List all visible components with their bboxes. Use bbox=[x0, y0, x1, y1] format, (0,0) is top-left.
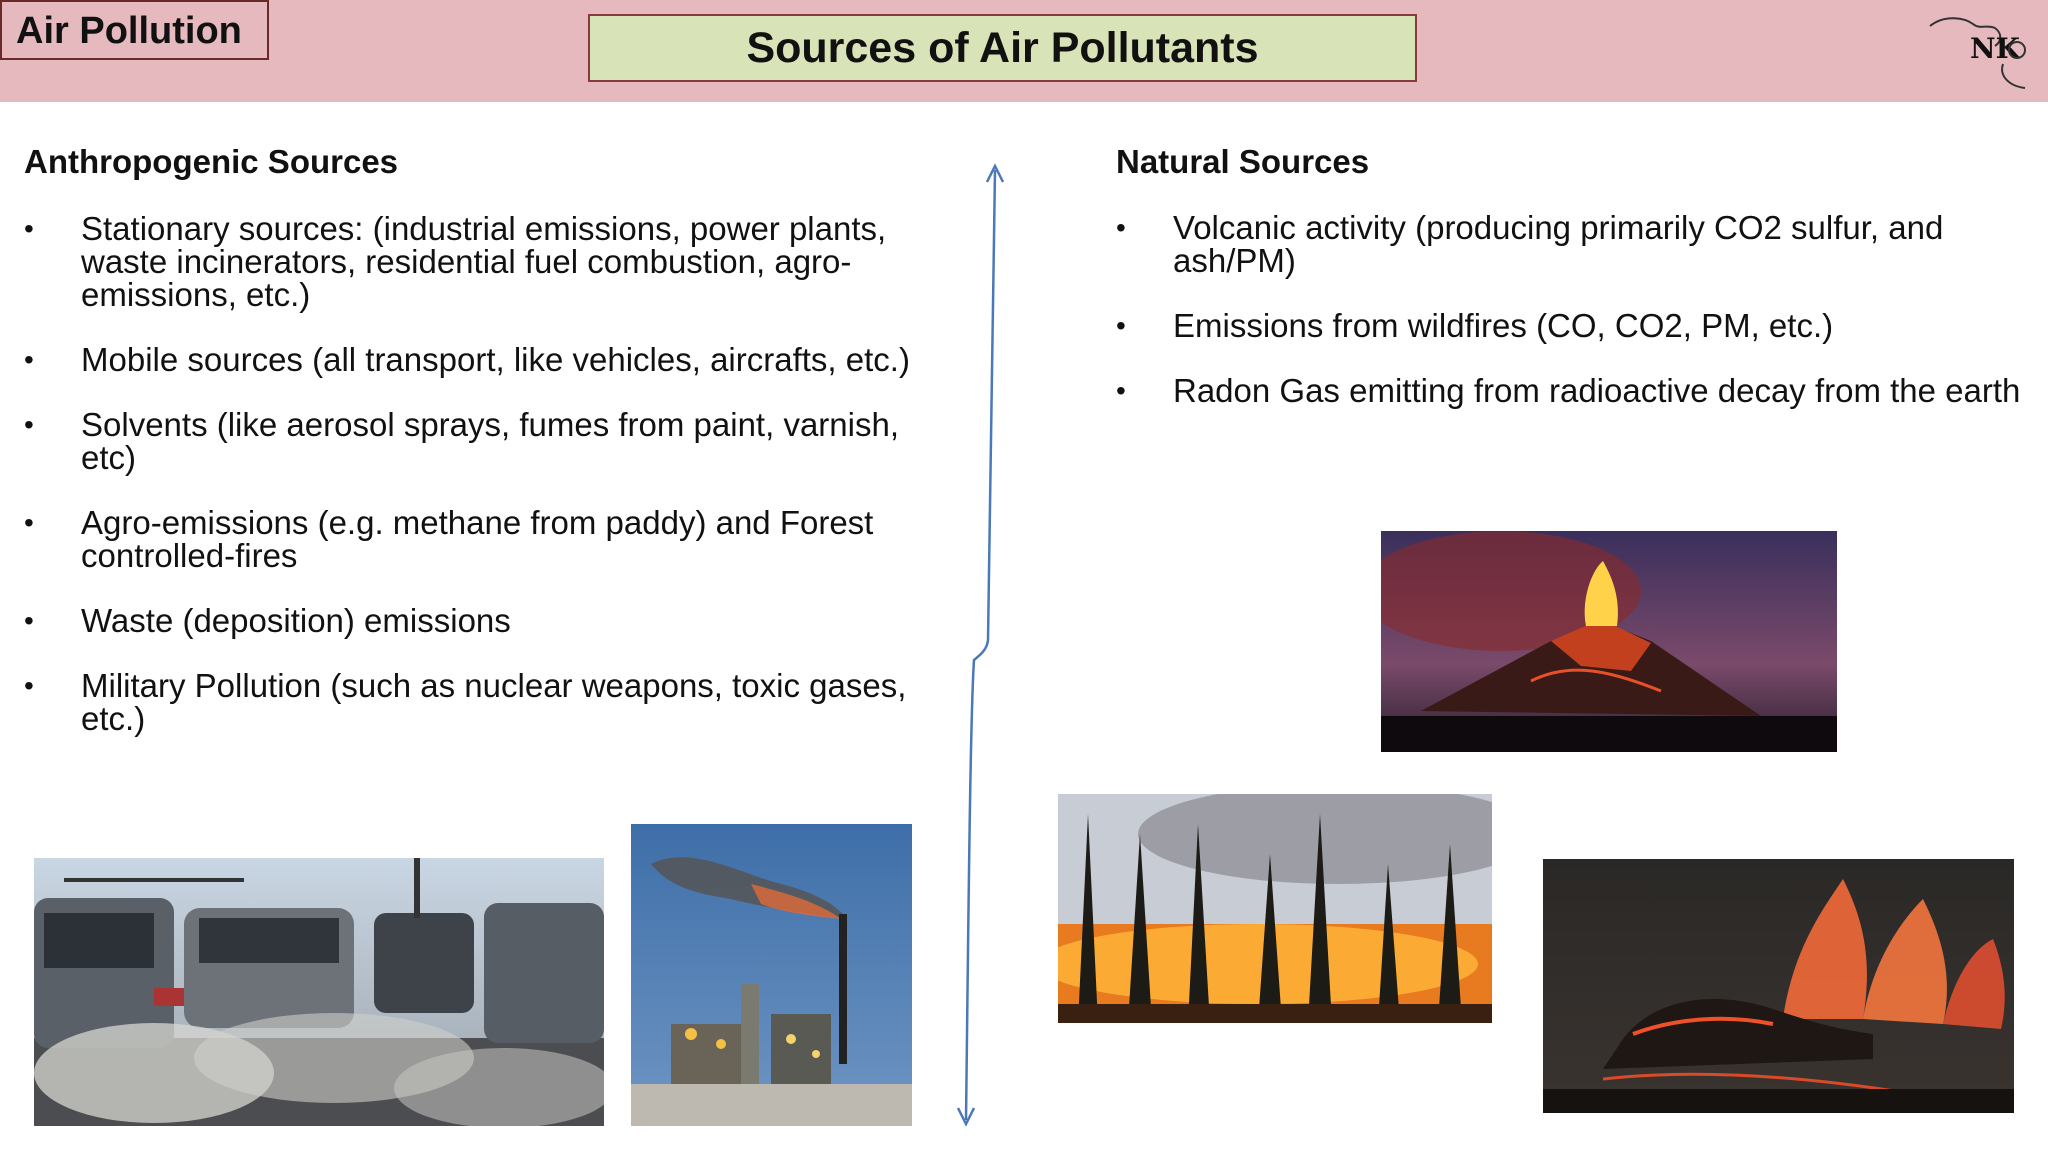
factory-smokestack-photo bbox=[631, 824, 912, 1126]
list-item: • Waste (deposition) emissions bbox=[24, 604, 949, 637]
corner-tag: Air Pollution bbox=[0, 0, 269, 60]
list-item: • Military Pollution (such as nuclear weapons, toxic gases, etc.) bbox=[24, 669, 949, 735]
logo bbox=[1925, 8, 2035, 96]
natural-heading: Natural Sources bbox=[1116, 143, 1370, 180]
anthropogenic-heading: Anthropogenic Sources bbox=[24, 143, 399, 180]
list-item: • Volcanic activity (producing primarily CO2 sulfur, and ash/PM) bbox=[1116, 211, 2036, 277]
list-item: • Emissions from wildfires (CO, CO2, PM, etc.) bbox=[1116, 309, 2036, 342]
logo-text: NK bbox=[1970, 32, 2020, 65]
forest-wildfire-photo bbox=[1058, 794, 1492, 1023]
natural-list bbox=[1116, 211, 2036, 439]
list-item: • Agro-emissions (e.g. methane from paddy) and Forest controlled-fires bbox=[24, 506, 949, 572]
list-item: • Mobile sources (all transport, like vehicles, aircrafts, etc.) bbox=[24, 343, 949, 376]
list-item: • Solvents (like aerosol sprays, fumes from paint, varnish, etc) bbox=[24, 408, 949, 474]
anthropogenic-list bbox=[24, 212, 949, 767]
traffic-exhaust-photo bbox=[34, 858, 604, 1126]
list-item: • Radon Gas emitting from radioactive decay from the earth bbox=[1116, 374, 2036, 407]
volcano-eruption-photo bbox=[1381, 531, 1837, 752]
lava-fountain-photo bbox=[1543, 859, 2014, 1113]
slide-title: Sources of Air Pollutants bbox=[588, 14, 1417, 82]
divider-arrow bbox=[950, 160, 1020, 1130]
list-item: • Stationary sources: (industrial emissions, power plants, waste incinerators, residential fuel combustion, agro-emissions, etc.) bbox=[24, 212, 949, 311]
